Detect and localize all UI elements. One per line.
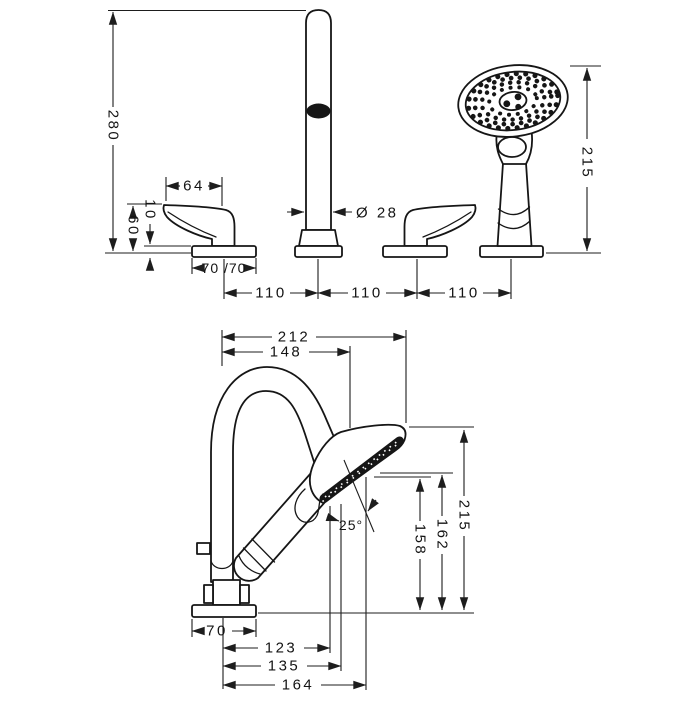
handle-escutcheon — [192, 246, 256, 257]
dim-215b-label: 215 — [455, 499, 473, 533]
dim-164-label: 164 — [281, 676, 315, 694]
dim-7070-label: 70 /70 — [201, 260, 247, 276]
shower-escutcheon — [480, 246, 543, 257]
dim-70-label: 70 — [206, 622, 228, 640]
base-stem — [213, 580, 240, 605]
dim-110-label: 110 — [351, 284, 383, 302]
dim-212-label: 212 — [277, 328, 311, 346]
dim-280-label: 280 — [104, 109, 122, 143]
dim-135-label: 135 — [267, 657, 301, 675]
diverter-tab — [197, 543, 210, 554]
dim-123-label: 123 — [264, 639, 298, 657]
base-stem-tab — [204, 585, 213, 603]
dim-158-label: 158 — [411, 523, 429, 557]
shower-handle-column — [498, 163, 532, 246]
dim-162-label: 162 — [433, 518, 451, 552]
dim-215-label: 215 — [578, 146, 596, 180]
dim-60-label: 60 — [124, 215, 142, 237]
spout-outlet-opening — [307, 104, 331, 119]
spout-collar — [299, 230, 338, 246]
shower-hook-hole — [498, 137, 526, 157]
spout-column — [306, 10, 331, 230]
spout-escutcheon — [295, 246, 342, 257]
dim-64-label: 64 — [183, 177, 205, 195]
dim-d28-label: Ø 28 — [356, 204, 399, 222]
dim-110-label: 110 — [448, 284, 480, 302]
dim-148-label: 148 — [269, 343, 303, 361]
base-stem-tab — [240, 585, 249, 603]
dim-110-label: 110 — [255, 284, 287, 302]
dim-10-label: 10 — [141, 199, 159, 221]
dim-angle-label: 25° — [338, 517, 364, 533]
base-escutcheon — [192, 605, 256, 617]
